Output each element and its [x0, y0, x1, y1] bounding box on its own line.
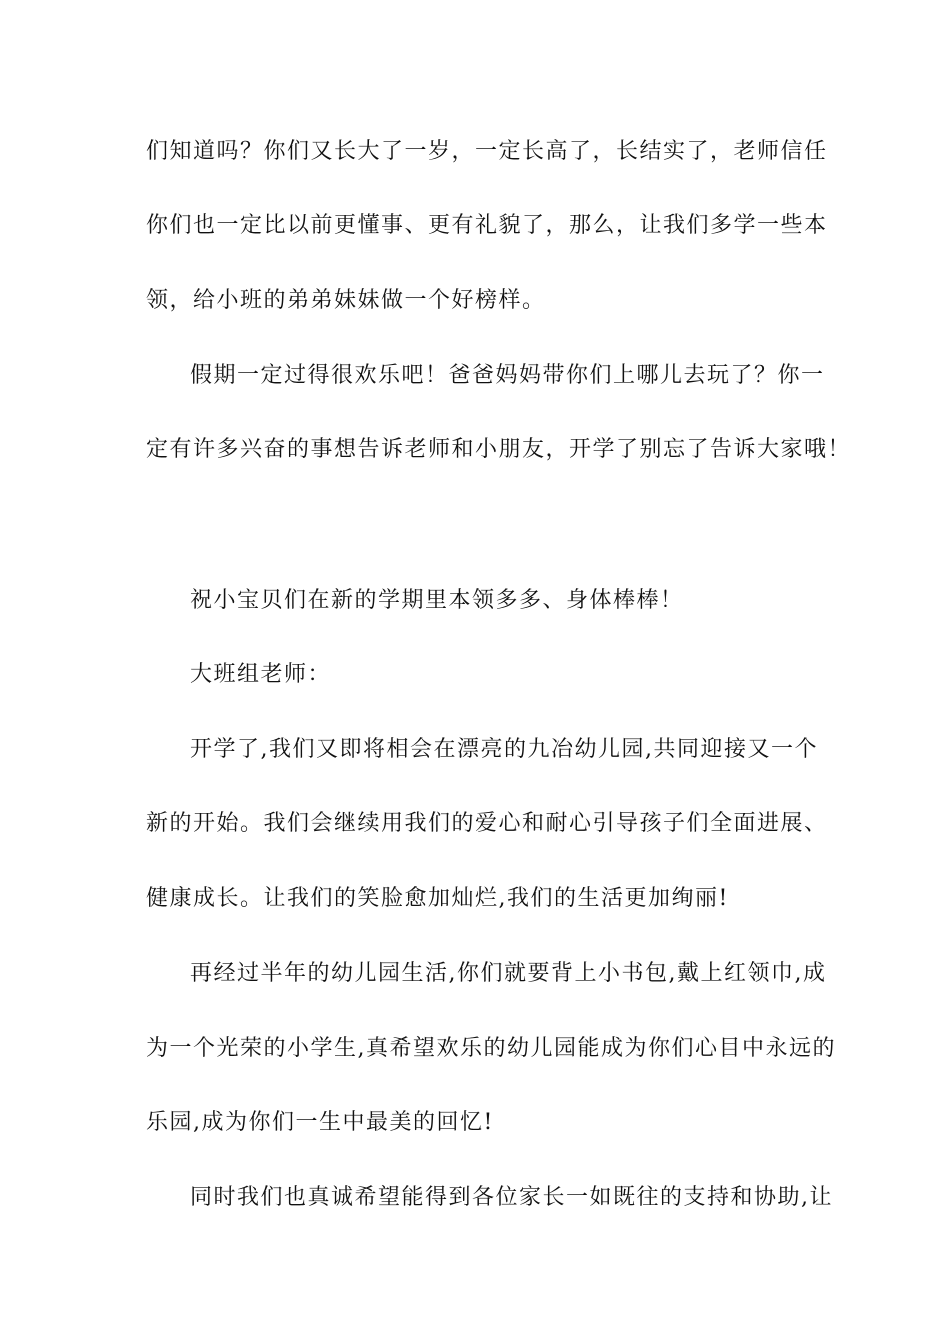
- text-line: 再经过半年的幼儿园生活,你们就要背上小书包,戴上红领巾,成: [190, 961, 827, 986]
- text-line: 你们也一定比以前更懂事、更有礼貌了，那么，让我们多学一些本: [146, 213, 828, 238]
- text-line: 开学了,我们又即将相会在漂亮的九冶幼儿园,共同迎接又一个: [190, 737, 818, 762]
- text-line: 定有许多兴奋的事想告诉老师和小朋友，开学了别忘了告诉大家哦！: [146, 437, 852, 462]
- text-line: 假期一定过得很欢乐吧！爸爸妈妈带你们上哪儿去玩了？你一: [190, 363, 825, 388]
- text-line: 新的开始。我们会继续用我们的爱心和耐心引导孩子们全面进展、: [146, 811, 828, 836]
- text-line: 同时我们也真诚希望能得到各位家长一如既往的支持和协助,让: [190, 1185, 833, 1210]
- text-line: 们知道吗？你们又长大了一岁，一定长高了，长结实了，老师信任: [146, 139, 828, 164]
- text-line: 大班组老师：: [190, 662, 332, 687]
- text-line: 祝小宝贝们在新的学期里本领多多、身体棒棒！: [190, 588, 684, 613]
- text-line: 领，给小班的弟弟妹妹做一个好榜样。: [146, 288, 546, 313]
- text-line: 乐园,成为你们一生中最美的回忆!: [146, 1110, 494, 1135]
- text-line: 健康成长。让我们的笑脸愈加灿烂,我们的生活更加绚丽!: [146, 886, 729, 911]
- text-line: 为一个光荣的小学生,真希望欢乐的幼儿园能成为你们心目中永远的: [146, 1036, 836, 1061]
